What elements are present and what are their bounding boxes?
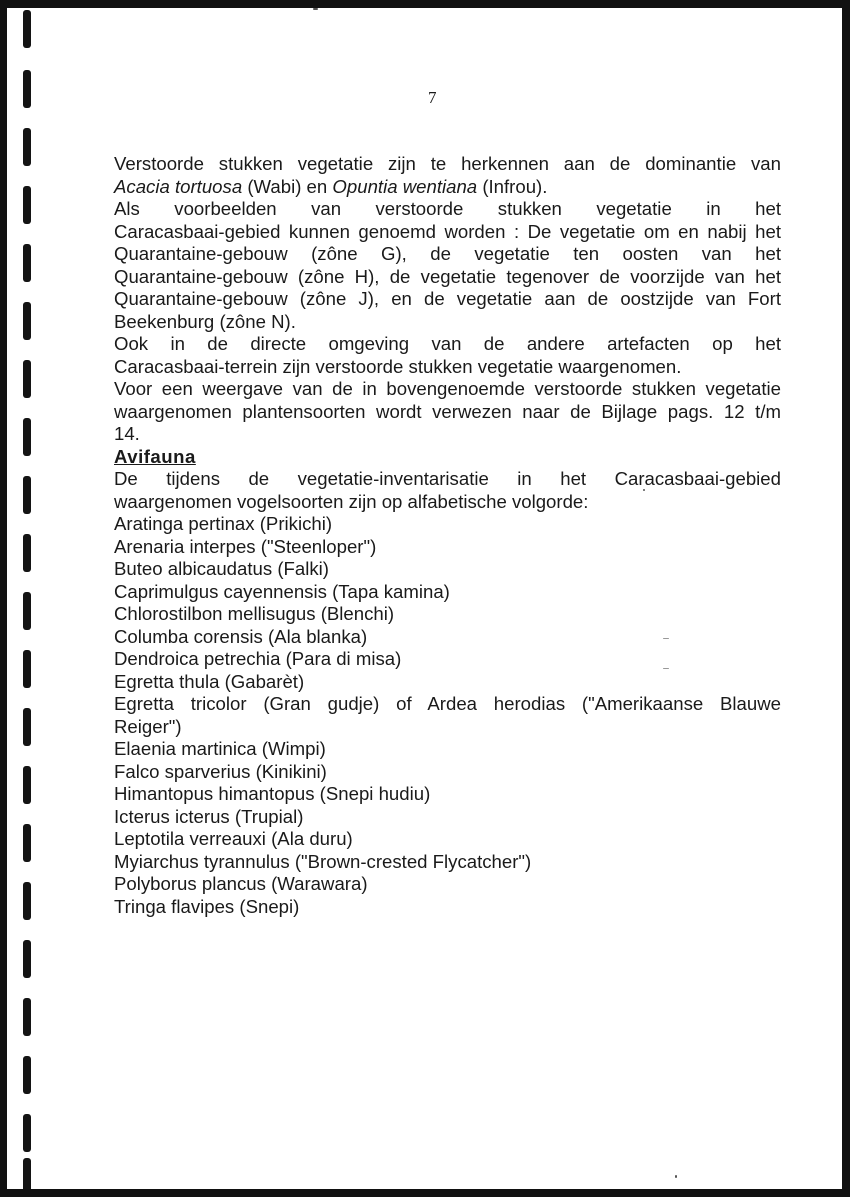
text-line: Voor een weergave van de in bovengenoemde verstoorde stukken vegetatie (114, 378, 781, 399)
binding-hole (23, 244, 31, 282)
binding-hole (23, 940, 31, 978)
vegetation-paragraph-4 (114, 378, 781, 446)
list-item: Egretta thula (Gabarèt) (114, 670, 305, 692)
document-page (7, 8, 842, 1189)
binding-hole (23, 70, 31, 108)
species-name: Opuntia wentiana (332, 175, 478, 197)
binding-hole (23, 186, 31, 224)
list-item: Polyborus plancus (Warawara) (114, 873, 368, 894)
list-item: Himantopus himantopus (Snepi hudiu) (114, 783, 431, 804)
list-item: Aratinga pertinax (Prikichi) (114, 513, 333, 534)
text-line: Caracasbaai-gebied kunnen genoemd worden : De vegetatie om en nabij het (114, 220, 781, 242)
binding-hole (23, 1158, 31, 1189)
text-line: 14. (114, 423, 140, 444)
text-line: waargenomen vogelsoorten zijn op alfabetische volgorde: (114, 490, 589, 512)
list-item: Arenaria interpes ("Steenloper") (114, 535, 377, 557)
binding-hole (23, 592, 31, 630)
text-line: Als voorbeelden van verstoorde stukken vegetatie in het (114, 198, 781, 219)
text-line: waargenomen plantensoorten wordt verwezen naar de Bijlage pags. 12 t/m (114, 400, 781, 422)
text-line: Beekenburg (zône N). (114, 310, 296, 332)
list-item: Leptotila verreauxi (Ala duru) (114, 828, 353, 849)
list-item: Chlorostilbon mellisugus (Blenchi) (114, 603, 395, 624)
binding-hole (23, 766, 31, 804)
text-line: Quarantaine-gebouw (zône H), de vegetatie tegenover de voorzijde van het (114, 265, 781, 287)
list-item: Icterus icterus (Trupial) (114, 805, 304, 827)
binding-hole (23, 10, 31, 48)
vegetation-paragraph-2 (114, 198, 781, 333)
vegetation-paragraph-3 (114, 333, 781, 378)
binding-hole (23, 1114, 31, 1152)
avifauna-intro (114, 468, 781, 513)
list-item: Columba corensis (Ala blanka) (114, 625, 368, 647)
document-body (114, 153, 781, 918)
text-line: Reiger") (114, 715, 182, 737)
list-item: Myiarchus tyrannulus ("Brown-crested Flycatcher") (114, 850, 532, 872)
list-item: Caprimulgus cayennensis (Tapa kamina) (114, 580, 450, 602)
binding-hole (23, 708, 31, 746)
binding-hole (23, 1056, 31, 1094)
list-item (114, 693, 781, 738)
binding-hole (23, 534, 31, 572)
text-line (114, 176, 781, 199)
text-line: Caracasbaai-terrein zijn verstoorde stukken vegetatie waargenomen. (114, 355, 682, 377)
text-line: De tijdens de vegetatie-inventarisatie in het Caracasbaai-gebied (114, 468, 781, 489)
list-item: Falco sparverius (Kinikini) (114, 760, 327, 782)
text-line: Egretta tricolor (Gran gudje) of Ardea herodias ("Amerikaanse Blauwe (114, 693, 781, 714)
list-item: Buteo albicaudatus (Falki) (114, 558, 329, 579)
list-item: Elaenia martinica (Wimpi) (114, 738, 326, 759)
species-name: Acacia tortuosa (114, 175, 243, 197)
scan-speck (313, 8, 318, 10)
binding-hole (23, 360, 31, 398)
binding-holes (15, 8, 45, 1189)
binding-hole (23, 418, 31, 456)
binding-hole (23, 824, 31, 862)
section-heading-avifauna: Avifauna (114, 445, 196, 467)
text-line: Quarantaine-gebouw (zône J), en de vegetatie aan de oostzijde van Fort (114, 288, 781, 309)
list-item: Tringa flavipes (Snepi) (114, 895, 300, 917)
binding-hole (23, 882, 31, 920)
bird-species-list (114, 513, 781, 918)
text-fragment: (Infrou). (477, 175, 548, 197)
text-line: Verstoorde stukken vegetatie zijn te herkennen aan de dominantie van (114, 153, 781, 174)
list-item: Dendroica petrechia (Para di misa) (114, 648, 402, 669)
scan-speck (675, 1175, 677, 1178)
vegetation-paragraph-1 (114, 153, 781, 198)
binding-hole (23, 476, 31, 514)
page-number: 7 (428, 88, 437, 107)
binding-hole (23, 128, 31, 166)
binding-hole (23, 998, 31, 1036)
text-fragment: (Wabi) en (242, 175, 333, 197)
text-line: Ook in de directe omgeving van de andere artefacten op het (114, 333, 781, 354)
binding-hole (23, 302, 31, 340)
binding-hole (23, 650, 31, 688)
text-line: Quarantaine-gebouw (zône G), de vegetatie ten oosten van het (114, 243, 781, 264)
